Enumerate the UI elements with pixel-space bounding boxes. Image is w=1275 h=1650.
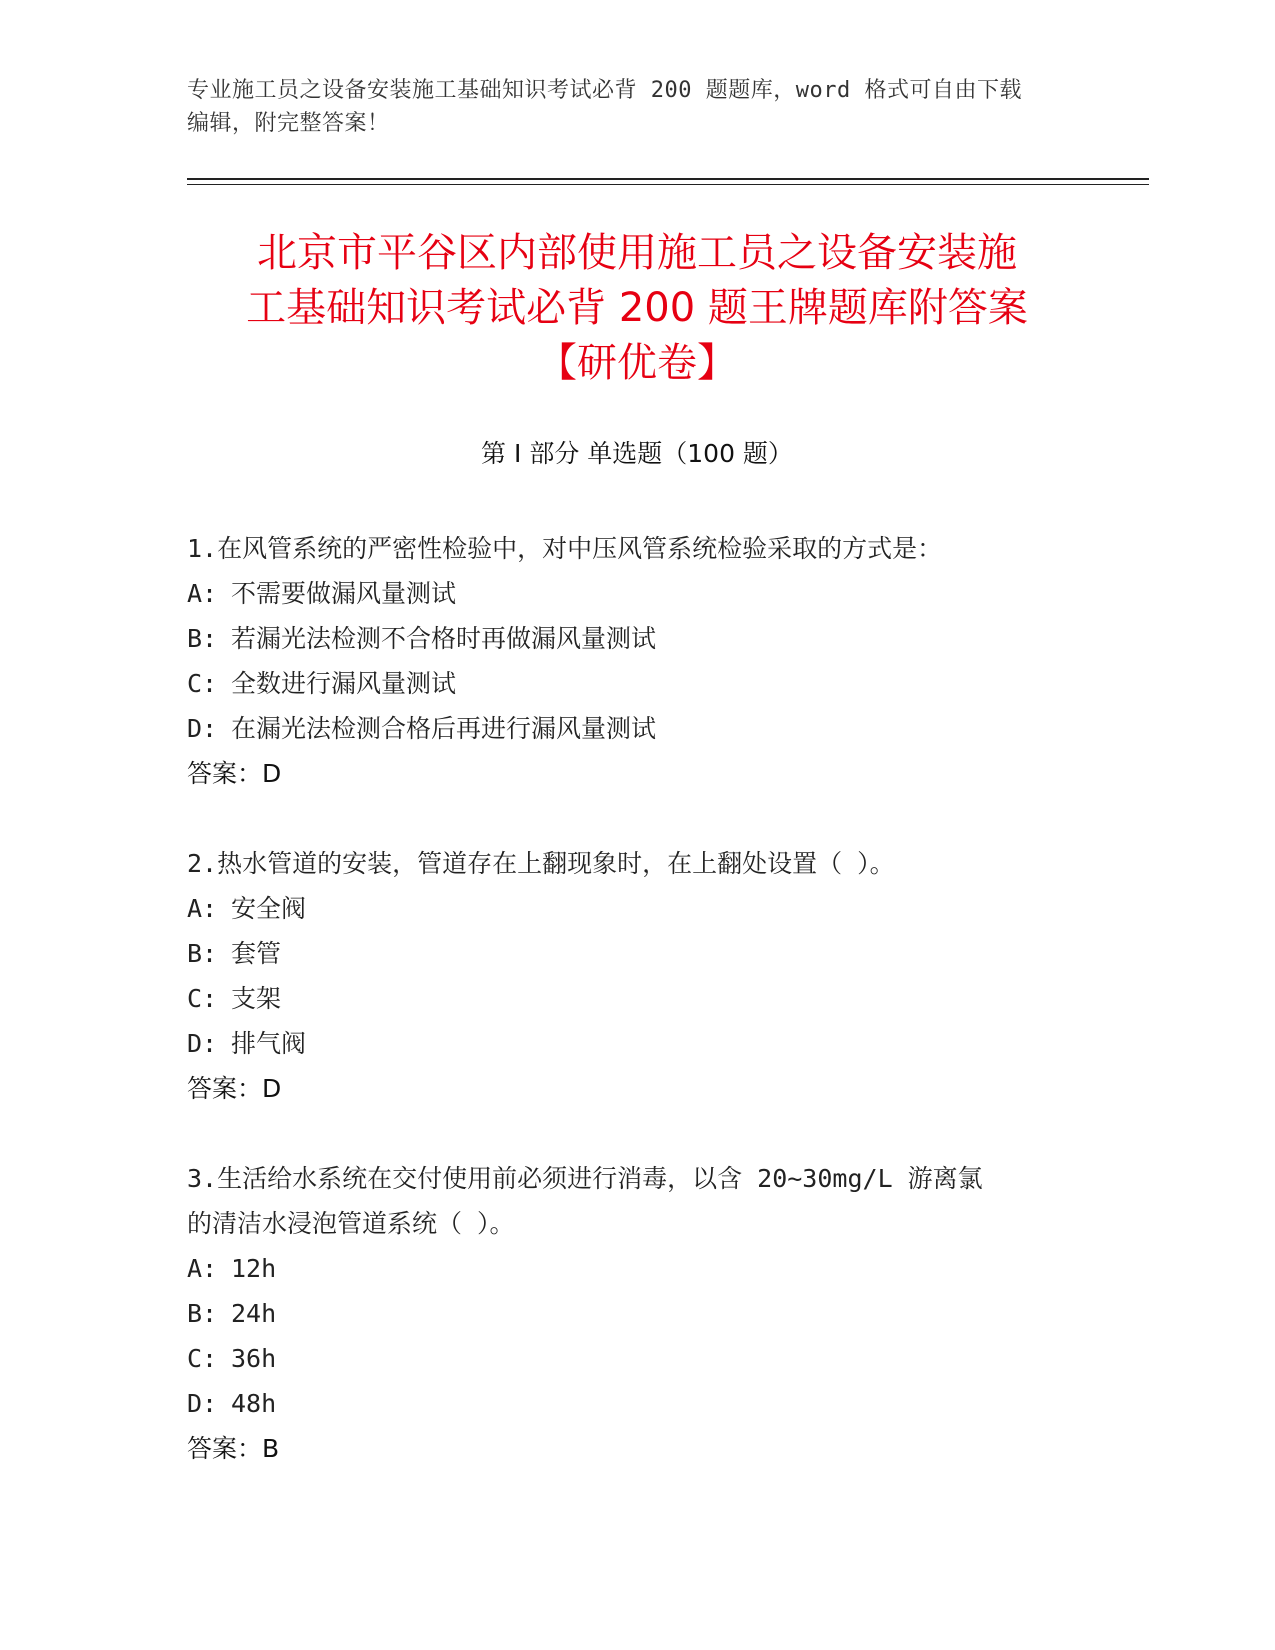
option-text: 安全阀 — [231, 894, 307, 923]
section-heading: 第 I 部分 单选题（100 题） — [481, 439, 793, 468]
option-text: 12h — [231, 1254, 277, 1283]
title-line-3: 【研优卷】 — [537, 340, 737, 386]
option-text: 48h — [231, 1389, 277, 1418]
option-a — [187, 886, 1087, 931]
option-label: B: — [187, 939, 218, 968]
option-text: 24h — [231, 1299, 277, 1328]
option-d — [187, 706, 1087, 751]
option-label: D: — [187, 1029, 218, 1058]
option-text: 排气阀 — [231, 1029, 307, 1058]
option-d — [187, 1021, 1087, 1066]
question-stem: 1.在风管系统的严密性检验中，对中压风管系统检验采取的方式是： — [187, 534, 943, 563]
question-2 — [187, 841, 1087, 1111]
answer-value: D — [262, 1074, 282, 1103]
answer-line — [187, 751, 1087, 796]
document-header — [187, 74, 1067, 140]
option-d — [187, 1381, 1087, 1426]
header-line-1: 专业施工员之设备安装施工基础知识考试必背 200 题题库，word 格式可自由下载 — [187, 78, 1022, 103]
option-text: 全数进行漏风量测试 — [231, 669, 457, 698]
option-a — [187, 571, 1087, 616]
answer-value: B — [262, 1434, 280, 1463]
option-c — [187, 1336, 1087, 1381]
option-label: A: — [187, 894, 218, 923]
header-divider-thick — [187, 178, 1149, 180]
option-label: D: — [187, 1389, 218, 1418]
option-label: C: — [187, 984, 218, 1013]
title-line-1: 北京市平谷区内部使用施工员之设备安装施 — [257, 230, 1017, 276]
option-label: C: — [187, 1344, 218, 1373]
question-stem: 2.热水管道的安装，管道存在上翻现象时，在上翻处设置（ ）。 — [187, 849, 895, 878]
option-label: A: — [187, 579, 218, 608]
option-b — [187, 931, 1087, 976]
option-label: C: — [187, 669, 218, 698]
answer-value: D — [262, 759, 282, 788]
question-1 — [187, 526, 1087, 796]
option-text: 套管 — [231, 939, 282, 968]
option-label: B: — [187, 1299, 218, 1328]
answer-prefix: 答案： — [187, 1434, 263, 1463]
option-text: 在漏光法检测合格后再进行漏风量测试 — [231, 714, 657, 743]
question-3 — [187, 1156, 1087, 1471]
option-c — [187, 661, 1087, 706]
option-label: D: — [187, 714, 218, 743]
option-text: 若漏光法检测不合格时再做漏风量测试 — [231, 624, 657, 653]
title-line-2: 工基础知识考试必背 200 题王牌题库附答案 — [246, 285, 1028, 331]
answer-line — [187, 1426, 1087, 1471]
question-stem-continued: 的清洁水浸泡管道系统（ ）。 — [187, 1209, 515, 1238]
header-line-2: 编辑，附完整答案！ — [187, 111, 390, 136]
option-text: 36h — [231, 1344, 277, 1373]
option-label: A: — [187, 1254, 218, 1283]
option-text: 不需要做漏风量测试 — [231, 579, 457, 608]
answer-prefix: 答案： — [187, 1074, 263, 1103]
option-c — [187, 976, 1087, 1021]
header-divider-thin — [187, 184, 1149, 185]
question-list — [187, 526, 1087, 1516]
answer-line — [187, 1066, 1087, 1111]
option-label: B: — [187, 624, 218, 653]
option-a — [187, 1246, 1087, 1291]
document-title — [187, 226, 1087, 391]
option-b — [187, 1291, 1087, 1336]
question-stem: 3.生活给水系统在交付使用前必须进行消毒，以含 20~30mg/L 游离氯 — [187, 1164, 983, 1193]
answer-prefix: 答案： — [187, 759, 263, 788]
option-b — [187, 616, 1087, 661]
option-text: 支架 — [231, 984, 282, 1013]
